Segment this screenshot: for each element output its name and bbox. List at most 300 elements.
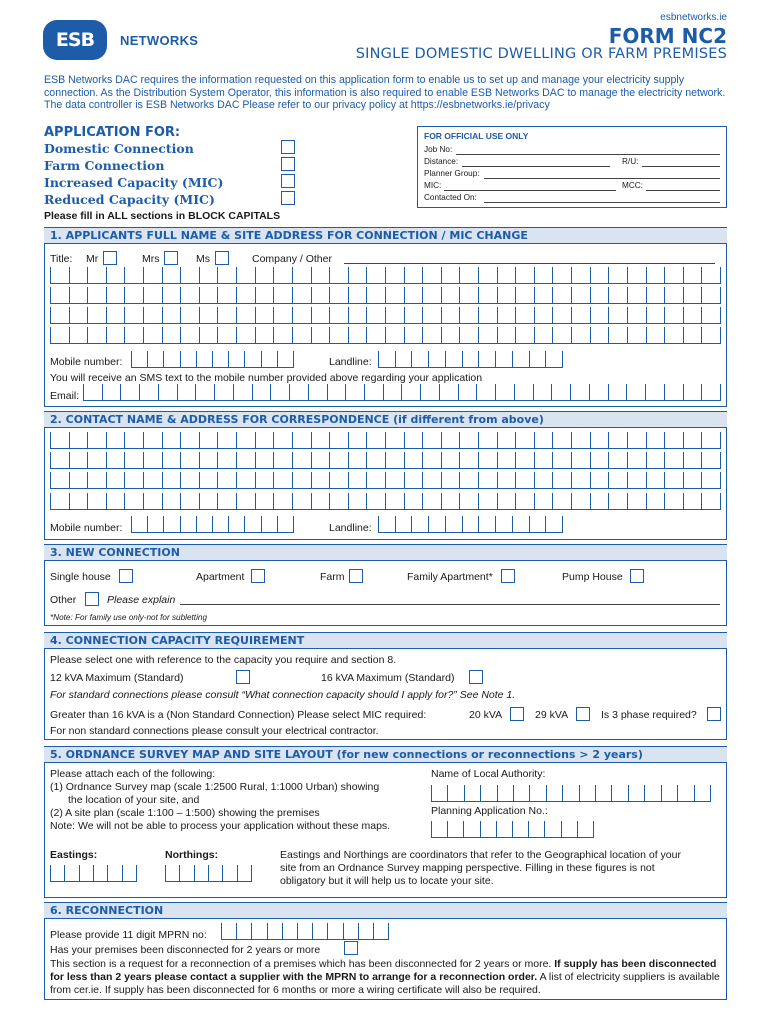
char-cell[interactable] (571, 287, 590, 304)
char-cell[interactable] (608, 432, 627, 449)
email-input[interactable] (83, 384, 721, 401)
char-cell[interactable] (627, 432, 646, 449)
char-cell[interactable] (515, 493, 534, 510)
char-cell[interactable] (701, 267, 721, 284)
char-cell[interactable] (476, 384, 495, 401)
char-cell[interactable] (385, 267, 404, 284)
char-cell[interactable] (495, 351, 512, 368)
char-cell[interactable] (292, 432, 311, 449)
char-cell[interactable] (401, 384, 420, 401)
char-cell[interactable] (480, 785, 496, 802)
char-cell[interactable] (383, 384, 402, 401)
char-cell[interactable] (329, 452, 348, 469)
char-cell[interactable] (93, 865, 107, 882)
char-cell[interactable] (311, 432, 330, 449)
farm-type-checkbox[interactable] (349, 569, 363, 583)
char-cell[interactable] (534, 307, 553, 324)
contact-row-4[interactable] (50, 493, 721, 510)
char-cell[interactable] (311, 452, 330, 469)
char-cell[interactable] (87, 452, 106, 469)
char-cell[interactable] (217, 307, 236, 324)
char-cell[interactable] (199, 452, 218, 469)
char-cell[interactable] (124, 452, 143, 469)
char-cell[interactable] (180, 267, 199, 284)
char-cell[interactable] (628, 785, 644, 802)
char-cell[interactable] (69, 493, 88, 510)
applicant-name-row-1[interactable] (50, 267, 721, 284)
char-cell[interactable] (664, 472, 683, 489)
char-cell[interactable] (497, 267, 516, 284)
char-cell[interactable] (255, 452, 274, 469)
char-cell[interactable] (106, 452, 125, 469)
char-cell[interactable] (292, 287, 311, 304)
char-cell[interactable] (69, 432, 88, 449)
char-cell[interactable] (214, 384, 233, 401)
char-cell[interactable] (343, 923, 358, 940)
char-cell[interactable] (292, 307, 311, 324)
char-cell[interactable] (255, 472, 274, 489)
char-cell[interactable] (646, 432, 665, 449)
char-cell[interactable] (292, 267, 311, 284)
char-cell[interactable] (552, 493, 571, 510)
char-cell[interactable] (143, 327, 162, 344)
char-cell[interactable] (139, 384, 158, 401)
char-cell[interactable] (608, 267, 627, 284)
char-cell[interactable] (366, 472, 385, 489)
char-cell[interactable] (646, 307, 665, 324)
char-cell[interactable] (683, 452, 702, 469)
char-cell[interactable] (366, 432, 385, 449)
char-cell[interactable] (180, 452, 199, 469)
char-cell[interactable] (143, 307, 162, 324)
char-cell[interactable] (199, 287, 218, 304)
char-cell[interactable] (277, 516, 294, 533)
char-cell[interactable] (122, 865, 137, 882)
char-cell[interactable] (217, 493, 236, 510)
char-cell[interactable] (329, 327, 348, 344)
ms-checkbox[interactable] (215, 251, 229, 265)
char-cell[interactable] (463, 821, 479, 838)
char-cell[interactable] (664, 384, 683, 401)
char-cell[interactable] (512, 516, 529, 533)
char-cell[interactable] (552, 472, 571, 489)
char-cell[interactable] (664, 452, 683, 469)
char-cell[interactable] (244, 516, 260, 533)
mcc-field[interactable] (646, 190, 720, 191)
char-cell[interactable] (627, 327, 646, 344)
char-cell[interactable] (701, 307, 721, 324)
char-cell[interactable] (162, 493, 181, 510)
char-cell[interactable] (385, 307, 404, 324)
local-authority-input[interactable] (431, 785, 711, 802)
char-cell[interactable] (162, 267, 181, 284)
char-cell[interactable] (570, 384, 589, 401)
char-cell[interactable] (546, 785, 562, 802)
char-cell[interactable] (459, 287, 478, 304)
char-cell[interactable] (255, 432, 274, 449)
contact-mobile-input[interactable] (131, 516, 294, 533)
char-cell[interactable] (627, 452, 646, 469)
char-cell[interactable] (441, 287, 460, 304)
char-cell[interactable] (180, 307, 199, 324)
char-cell[interactable] (180, 493, 199, 510)
char-cell[interactable] (590, 452, 609, 469)
char-cell[interactable] (143, 493, 162, 510)
char-cell[interactable] (273, 432, 292, 449)
char-cell[interactable] (664, 432, 683, 449)
char-cell[interactable] (236, 452, 255, 469)
char-cell[interactable] (212, 516, 228, 533)
char-cell[interactable] (515, 287, 534, 304)
char-cell[interactable] (431, 821, 447, 838)
char-cell[interactable] (534, 287, 553, 304)
char-cell[interactable] (497, 785, 513, 802)
char-cell[interactable] (694, 785, 711, 802)
char-cell[interactable] (664, 327, 683, 344)
char-cell[interactable] (273, 452, 292, 469)
char-cell[interactable] (385, 327, 404, 344)
char-cell[interactable] (217, 472, 236, 489)
char-cell[interactable] (87, 472, 106, 489)
char-cell[interactable] (143, 432, 162, 449)
char-cell[interactable] (497, 493, 516, 510)
char-cell[interactable] (106, 472, 125, 489)
char-cell[interactable] (273, 287, 292, 304)
char-cell[interactable] (289, 384, 308, 401)
char-cell[interactable] (50, 307, 69, 324)
char-cell[interactable] (131, 516, 147, 533)
char-cell[interactable] (512, 821, 528, 838)
char-cell[interactable] (462, 351, 479, 368)
contact-row-1[interactable] (50, 432, 721, 449)
char-cell[interactable] (441, 307, 460, 324)
char-cell[interactable] (552, 452, 571, 469)
char-cell[interactable] (478, 287, 497, 304)
char-cell[interactable] (701, 327, 721, 344)
char-cell[interactable] (162, 307, 181, 324)
char-cell[interactable] (311, 307, 330, 324)
char-cell[interactable] (120, 384, 139, 401)
char-cell[interactable] (701, 493, 721, 510)
char-cell[interactable] (644, 785, 660, 802)
char-cell[interactable] (420, 384, 439, 401)
char-cell[interactable] (590, 432, 609, 449)
char-cell[interactable] (478, 516, 495, 533)
char-cell[interactable] (478, 452, 497, 469)
char-cell[interactable] (422, 267, 441, 284)
char-cell[interactable] (627, 267, 646, 284)
mobile-input[interactable] (131, 351, 294, 368)
char-cell[interactable] (683, 432, 702, 449)
char-cell[interactable] (515, 327, 534, 344)
char-cell[interactable] (534, 327, 553, 344)
northings-input[interactable] (165, 865, 252, 882)
char-cell[interactable] (162, 472, 181, 489)
char-cell[interactable] (233, 384, 252, 401)
char-cell[interactable] (701, 384, 721, 401)
job-no-field[interactable] (456, 154, 720, 155)
char-cell[interactable] (329, 287, 348, 304)
applicant-name-row-2[interactable] (50, 287, 721, 304)
char-cell[interactable] (163, 516, 179, 533)
char-cell[interactable] (102, 384, 121, 401)
char-cell[interactable] (404, 327, 423, 344)
char-cell[interactable] (162, 432, 181, 449)
single-house-checkbox[interactable] (119, 569, 133, 583)
char-cell[interactable] (561, 821, 577, 838)
char-cell[interactable] (199, 432, 218, 449)
char-cell[interactable] (366, 267, 385, 284)
char-cell[interactable] (50, 493, 69, 510)
char-cell[interactable] (158, 384, 177, 401)
char-cell[interactable] (348, 307, 367, 324)
char-cell[interactable] (69, 307, 88, 324)
pump-house-checkbox[interactable] (630, 569, 644, 583)
char-cell[interactable] (462, 516, 479, 533)
char-cell[interactable] (590, 472, 609, 489)
char-cell[interactable] (180, 432, 199, 449)
char-cell[interactable] (221, 923, 236, 940)
char-cell[interactable] (608, 472, 627, 489)
char-cell[interactable] (236, 493, 255, 510)
reduced-capacity-checkbox[interactable] (281, 191, 295, 205)
char-cell[interactable] (428, 516, 445, 533)
char-cell[interactable] (143, 287, 162, 304)
char-cell[interactable] (497, 287, 516, 304)
char-cell[interactable] (404, 287, 423, 304)
char-cell[interactable] (495, 516, 512, 533)
char-cell[interactable] (646, 287, 665, 304)
char-cell[interactable] (385, 493, 404, 510)
applicant-address-row-1[interactable] (50, 307, 721, 324)
char-cell[interactable] (273, 493, 292, 510)
char-cell[interactable] (664, 307, 683, 324)
contact-row-3[interactable] (50, 472, 721, 489)
char-cell[interactable] (608, 452, 627, 469)
char-cell[interactable] (445, 516, 462, 533)
char-cell[interactable] (534, 493, 553, 510)
char-cell[interactable] (378, 351, 395, 368)
char-cell[interactable] (497, 472, 516, 489)
char-cell[interactable] (464, 785, 480, 802)
char-cell[interactable] (180, 351, 196, 368)
char-cell[interactable] (50, 287, 69, 304)
char-cell[interactable] (124, 327, 143, 344)
char-cell[interactable] (292, 472, 311, 489)
char-cell[interactable] (87, 493, 106, 510)
char-cell[interactable] (255, 307, 274, 324)
char-cell[interactable] (404, 493, 423, 510)
planning-no-input[interactable] (431, 821, 594, 838)
char-cell[interactable] (297, 923, 312, 940)
char-cell[interactable] (329, 432, 348, 449)
char-cell[interactable] (664, 493, 683, 510)
char-cell[interactable] (552, 307, 571, 324)
char-cell[interactable] (177, 384, 196, 401)
char-cell[interactable] (385, 432, 404, 449)
char-cell[interactable] (237, 865, 252, 882)
char-cell[interactable] (385, 472, 404, 489)
char-cell[interactable] (277, 351, 294, 368)
char-cell[interactable] (124, 432, 143, 449)
char-cell[interactable] (244, 351, 260, 368)
mr-checkbox[interactable] (103, 251, 117, 265)
char-cell[interactable] (327, 384, 346, 401)
char-cell[interactable] (50, 452, 69, 469)
char-cell[interactable] (348, 452, 367, 469)
char-cell[interactable] (627, 307, 646, 324)
char-cell[interactable] (311, 493, 330, 510)
distance-field[interactable] (462, 166, 610, 167)
char-cell[interactable] (162, 452, 181, 469)
char-cell[interactable] (261, 351, 277, 368)
char-cell[interactable] (251, 923, 266, 940)
char-cell[interactable] (348, 267, 367, 284)
char-cell[interactable] (180, 472, 199, 489)
char-cell[interactable] (480, 821, 496, 838)
char-cell[interactable] (441, 452, 460, 469)
char-cell[interactable] (50, 267, 69, 284)
char-cell[interactable] (422, 287, 441, 304)
farm-checkbox[interactable] (281, 157, 295, 171)
char-cell[interactable] (69, 327, 88, 344)
char-cell[interactable] (124, 267, 143, 284)
char-cell[interactable] (208, 865, 222, 882)
char-cell[interactable] (683, 384, 702, 401)
char-cell[interactable] (608, 287, 627, 304)
char-cell[interactable] (422, 307, 441, 324)
char-cell[interactable] (447, 785, 463, 802)
char-cell[interactable] (348, 472, 367, 489)
char-cell[interactable] (366, 307, 385, 324)
char-cell[interactable] (196, 351, 212, 368)
char-cell[interactable] (590, 493, 609, 510)
family-apartment-checkbox[interactable] (501, 569, 515, 583)
char-cell[interactable] (217, 327, 236, 344)
char-cell[interactable] (579, 785, 595, 802)
char-cell[interactable] (478, 327, 497, 344)
char-cell[interactable] (348, 287, 367, 304)
char-cell[interactable] (180, 327, 199, 344)
char-cell[interactable] (106, 327, 125, 344)
char-cell[interactable] (79, 865, 93, 882)
char-cell[interactable] (404, 267, 423, 284)
char-cell[interactable] (626, 384, 645, 401)
char-cell[interactable] (292, 493, 311, 510)
char-cell[interactable] (106, 307, 125, 324)
char-cell[interactable] (513, 785, 529, 802)
char-cell[interactable] (87, 307, 106, 324)
char-cell[interactable] (395, 516, 412, 533)
char-cell[interactable] (478, 432, 497, 449)
char-cell[interactable] (366, 287, 385, 304)
char-cell[interactable] (292, 452, 311, 469)
char-cell[interactable] (683, 307, 702, 324)
char-cell[interactable] (422, 472, 441, 489)
char-cell[interactable] (292, 327, 311, 344)
char-cell[interactable] (106, 267, 125, 284)
char-cell[interactable] (83, 384, 102, 401)
char-cell[interactable] (236, 307, 255, 324)
char-cell[interactable] (87, 327, 106, 344)
contacted-on-field[interactable] (484, 202, 720, 203)
char-cell[interactable] (261, 516, 277, 533)
char-cell[interactable] (577, 821, 594, 838)
char-cell[interactable] (645, 384, 664, 401)
char-cell[interactable] (683, 493, 702, 510)
char-cell[interactable] (528, 821, 544, 838)
char-cell[interactable] (329, 472, 348, 489)
char-cell[interactable] (515, 472, 534, 489)
char-cell[interactable] (364, 384, 383, 401)
char-cell[interactable] (194, 865, 208, 882)
char-cell[interactable] (441, 493, 460, 510)
char-cell[interactable] (212, 351, 228, 368)
char-cell[interactable] (459, 493, 478, 510)
char-cell[interactable] (571, 327, 590, 344)
char-cell[interactable] (458, 384, 477, 401)
char-cell[interactable] (422, 327, 441, 344)
char-cell[interactable] (595, 785, 611, 802)
planner-group-field[interactable] (484, 178, 720, 179)
char-cell[interactable] (329, 307, 348, 324)
contact-landline-input[interactable] (378, 516, 563, 533)
char-cell[interactable] (478, 351, 495, 368)
char-cell[interactable] (411, 516, 428, 533)
char-cell[interactable] (571, 472, 590, 489)
char-cell[interactable] (422, 452, 441, 469)
char-cell[interactable] (611, 785, 627, 802)
char-cell[interactable] (236, 287, 255, 304)
contact-row-2[interactable] (50, 452, 721, 469)
char-cell[interactable] (50, 327, 69, 344)
char-cell[interactable] (327, 923, 342, 940)
char-cell[interactable] (50, 432, 69, 449)
char-cell[interactable] (106, 287, 125, 304)
mic-field[interactable] (444, 190, 616, 191)
char-cell[interactable] (385, 452, 404, 469)
char-cell[interactable] (495, 384, 514, 401)
char-cell[interactable] (571, 267, 590, 284)
char-cell[interactable] (255, 267, 274, 284)
char-cell[interactable] (199, 267, 218, 284)
char-cell[interactable] (497, 432, 516, 449)
char-cell[interactable] (329, 493, 348, 510)
char-cell[interactable] (590, 307, 609, 324)
char-cell[interactable] (661, 785, 677, 802)
char-cell[interactable] (441, 327, 460, 344)
char-cell[interactable] (107, 865, 121, 882)
char-cell[interactable] (534, 432, 553, 449)
kva12-checkbox[interactable] (236, 670, 250, 684)
char-cell[interactable] (236, 923, 251, 940)
char-cell[interactable] (646, 472, 665, 489)
char-cell[interactable] (366, 493, 385, 510)
char-cell[interactable] (366, 327, 385, 344)
char-cell[interactable] (345, 384, 364, 401)
char-cell[interactable] (422, 493, 441, 510)
char-cell[interactable] (608, 307, 627, 324)
char-cell[interactable] (529, 516, 546, 533)
char-cell[interactable] (311, 287, 330, 304)
char-cell[interactable] (646, 493, 665, 510)
char-cell[interactable] (627, 472, 646, 489)
char-cell[interactable] (199, 472, 218, 489)
char-cell[interactable] (179, 865, 193, 882)
char-cell[interactable] (311, 327, 330, 344)
char-cell[interactable] (217, 432, 236, 449)
char-cell[interactable] (459, 472, 478, 489)
